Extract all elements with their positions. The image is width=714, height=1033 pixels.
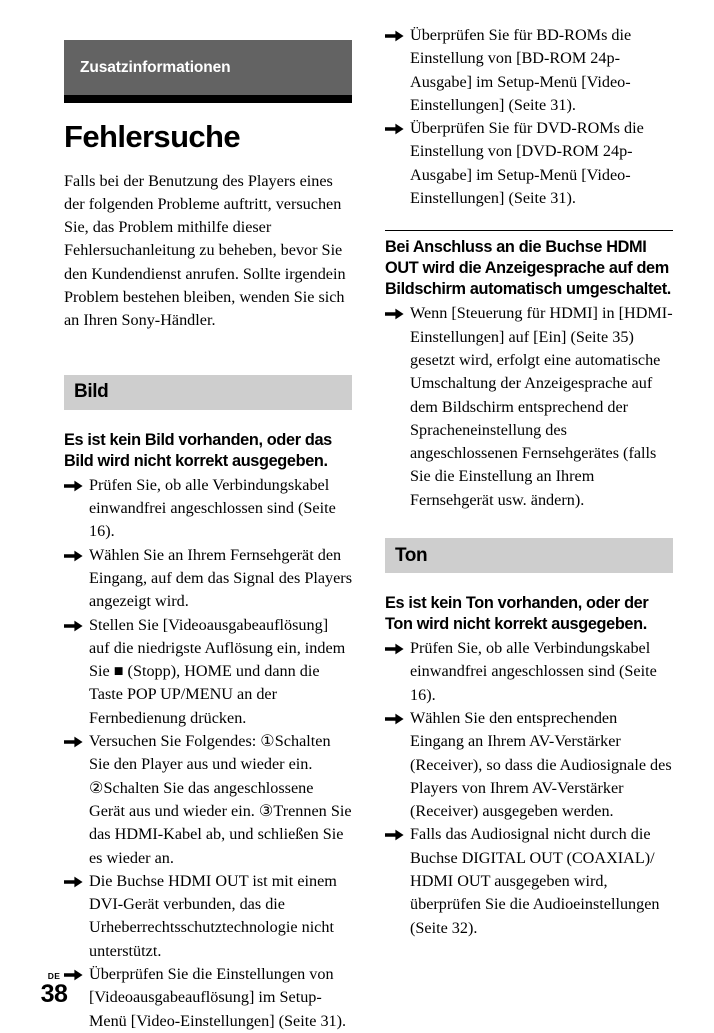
locale-label: DE (47, 971, 61, 981)
list-item (64, 474, 352, 544)
chapter-banner-label: Zusatzinformationen (80, 58, 231, 76)
arrow-right-icon (385, 30, 404, 42)
arrow-right-icon (385, 308, 404, 320)
list-item (64, 614, 352, 730)
problem-heading-ton: Es ist kein Ton vorhanden, oder der Ton wird nicht korrekt ausgegeben. (385, 594, 649, 634)
list-item-text: Prüfen Sie, ob alle Verbindungskabel einwandfrei angeschlossen sind (Seite 16). (410, 639, 657, 704)
section-band-label: Ton (395, 544, 428, 566)
list-item (385, 302, 673, 512)
arrow-right-icon (64, 480, 83, 492)
list-item-text: Wählen Sie den entsprechenden Eingang an Ihrem AV-Verstärker (Receiver), so dass die Audiosignale des Players von Ihrem AV-Verstärker (Receiver) ausgegeben werden. (410, 708, 672, 821)
list-item-text: Prüfen Sie, ob alle Verbindungskabel einwandfrei angeschlossen sind (Seite 16). (89, 475, 336, 541)
list-item (385, 823, 673, 939)
list-item (64, 963, 352, 1033)
spacer (385, 512, 673, 538)
list-item-text: Wählen Sie an Ihrem Fernsehgerät den Eingang, auf dem das Signal des Players angezeigt wird. (89, 545, 352, 611)
spacer (385, 0, 673, 22)
arrow-right-icon (385, 123, 404, 135)
arrow-right-icon (64, 736, 83, 748)
spacer (64, 349, 352, 375)
solution-list-bild-continued (385, 24, 673, 210)
arrow-right-icon (64, 620, 83, 632)
spacer (385, 573, 673, 593)
arrow-right-icon (385, 643, 404, 655)
right-column (385, 0, 673, 940)
arrow-right-icon (385, 829, 404, 841)
arrow-right-icon (64, 876, 83, 888)
solution-list-hdmi (385, 302, 673, 512)
solution-list-ton (385, 637, 673, 940)
page-number: 38 (40, 980, 68, 1008)
left-column (64, 0, 352, 1033)
list-item (385, 117, 673, 210)
list-item-text: Die Buchse HDMI OUT ist mit einem DVI-Gerät verbunden, das die Urheberrechtsschutztechnologie nicht unterstützt. (89, 871, 337, 960)
list-item-text: Überprüfen Sie für BD-ROMs die Einstellung von [BD-ROM 24p-Ausgabe] im Setup-Menü [Video-Einstellungen] (Seite 31). (410, 26, 632, 114)
list-item-text: Falls das Audiosignal nicht durch die Buchse DIGITAL OUT (COAXIAL)/ HDMI OUT ausgegeben wird, überprüfen Sie die Audioeinstellungen (Seite 32). (410, 825, 660, 937)
list-item-text: Versuchen Sie Folgendes: ①Schalten Sie den Player aus und wieder ein. ②Schalten Sie das angeschlossene Gerät aus und wieder ein. ③Trennen Sie das HDMI-Kabel ab, und schließen Sie es wieder an. (89, 732, 352, 867)
page-title: Fehlersuche (64, 119, 241, 154)
spacer (64, 410, 352, 430)
list-item-text: Stellen Sie [Videoausgabeauflösung] auf die niedrigste Auflösung ein, indem Sie ■ (Stopp), HOME und dann die Taste POP UP/MENU an der Fernbedienung drücken. (89, 615, 346, 727)
section-band-ton (385, 538, 673, 573)
spacer (385, 210, 673, 230)
list-item-text: Überprüfen Sie für DVD-ROMs die Einstellung von [DVD-ROM 24p-Ausgabe] im Setup-Menü [Video-Einstellungen] (Seite 31). (410, 119, 644, 208)
arrow-right-icon (385, 713, 404, 725)
chapter-banner-underline (64, 95, 352, 103)
list-item (64, 870, 352, 963)
list-item-text: Überprüfen Sie die Einstellungen von [Videoausgabeauflösung] im Setup-Menü [Video-Einstellungen] (Seite 31). (89, 965, 347, 1030)
problem-heading-hdmi: Bei Anschluss an die Buchse HDMI OUT wird die Anzeigesprache auf dem Bildschirm automatisch umgeschaltet. (385, 238, 671, 299)
problem-heading-bild: Es ist kein Bild vorhanden, oder das Bild wird nicht korrekt ausgegeben. (64, 430, 332, 470)
solution-list-bild (64, 474, 352, 1033)
problem-divider (385, 230, 673, 231)
list-item (64, 730, 352, 870)
section-band-bild (64, 375, 352, 410)
list-item (385, 637, 673, 707)
arrow-right-icon (64, 550, 83, 562)
section-band-label: Bild (74, 381, 109, 403)
list-item (64, 544, 352, 614)
list-item-text: Wenn [Steuerung für HDMI] in [HDMI-Einstellungen] auf [Ein] (Seite 35) gesetzt wird, erfolgt eine automatische Umschaltung der Anzeigesprache auf dem Bildschirm entsprechend der Spracheneinstellung des angeschlossenen Fernsehgerätes (falls Sie die Einstellung an Ihrem Fernsehgerät usw. ändern). (410, 304, 673, 509)
list-item (385, 24, 673, 117)
intro-paragraph: Falls bei der Benutzung des Players eines der folgenden Probleme auftritt, versuchen Sie, das Problem mithilfe dieser Fehlersuchanleitung zu beheben, bevor Sie den Kundendienst anrufen. Sollte irgendein Problem bestehen bleiben, wenden Sie sich an Ihren Sony-Händler. (64, 171, 346, 330)
page-footer (31, 971, 77, 1008)
chapter-banner (64, 40, 352, 95)
list-item (385, 707, 673, 823)
